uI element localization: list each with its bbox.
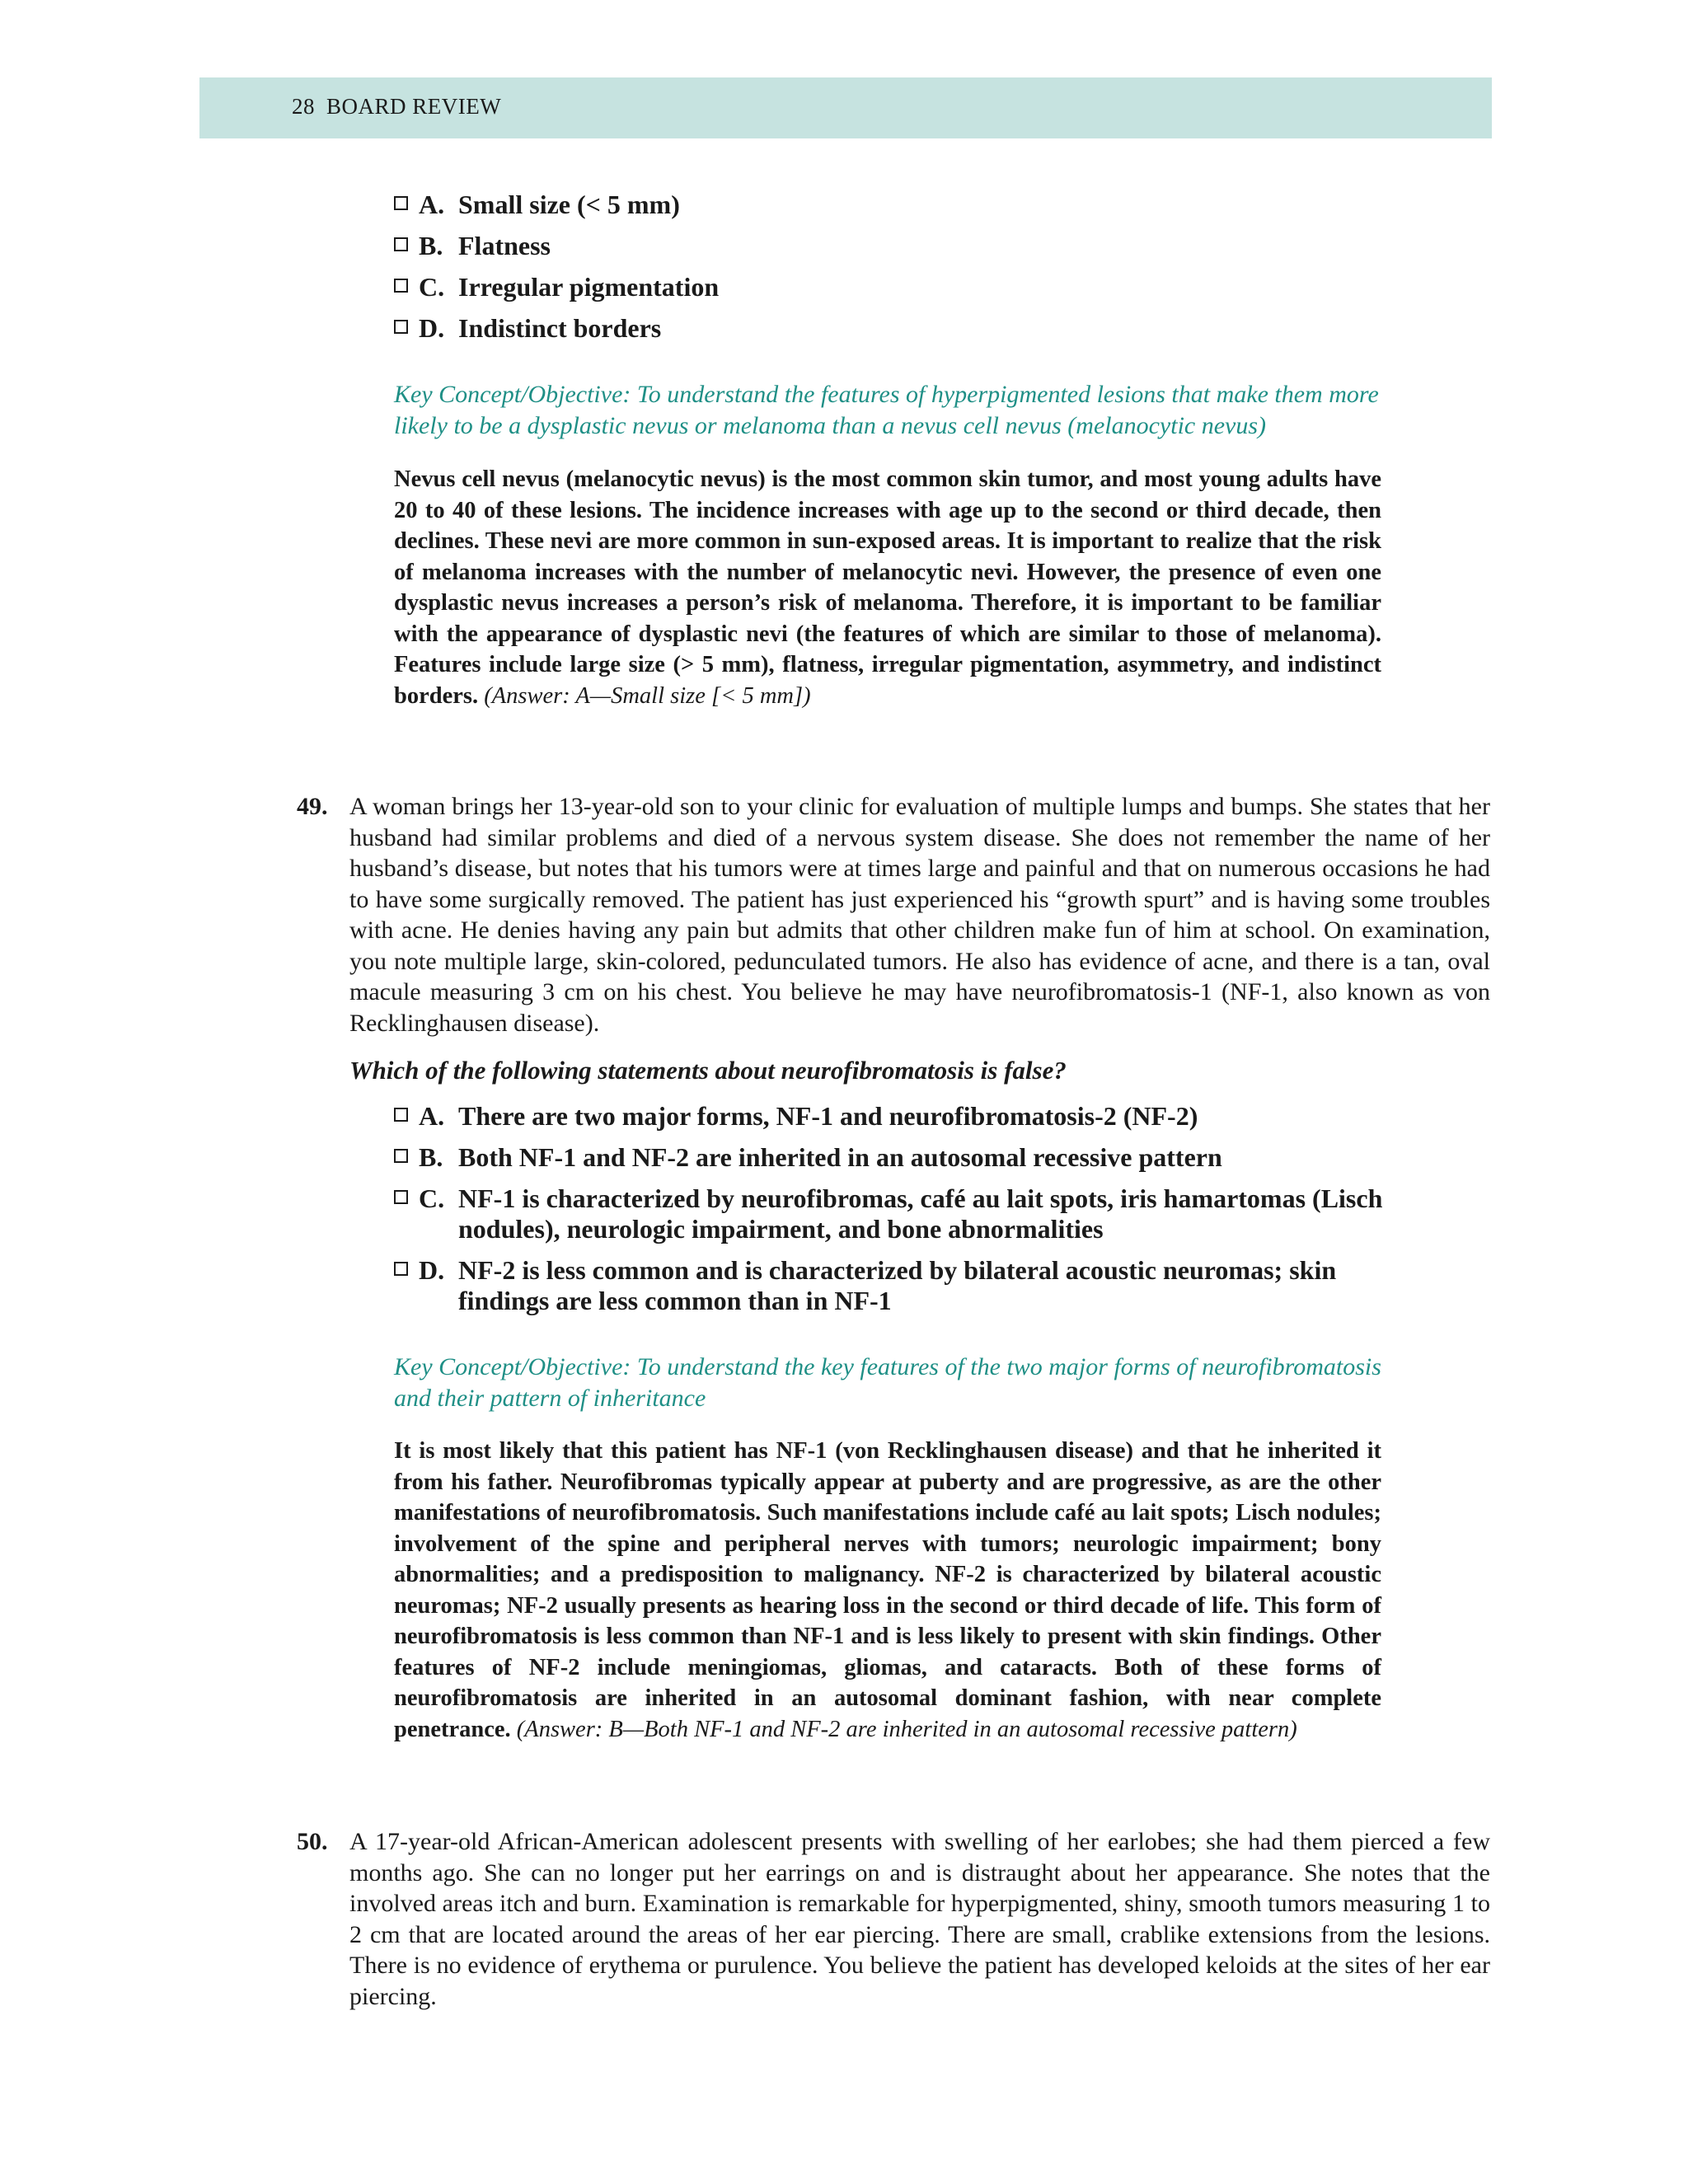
choice-text: Small size (< 5 mm) bbox=[458, 190, 680, 219]
choice-letter: A. bbox=[419, 1101, 445, 1131]
checkbox-icon[interactable] bbox=[394, 196, 408, 210]
q48-choice-c[interactable] bbox=[394, 272, 1381, 302]
choice-letter: C. bbox=[419, 272, 445, 302]
q48-choice-d[interactable] bbox=[394, 313, 1381, 344]
q49-choice-c[interactable] bbox=[394, 1183, 1390, 1244]
choice-letter: D. bbox=[419, 313, 445, 343]
choice-letter: A. bbox=[419, 190, 445, 219]
page-number: 28 bbox=[292, 94, 315, 119]
choice-text: NF-2 is less common and is characterized by bilateral acoustic neuromas; skin findings are less common than in NF-1 bbox=[458, 1255, 1337, 1315]
q48-answer: (Answer: A—Small size [< 5 mm]) bbox=[484, 682, 811, 709]
q49-answer: (Answer: B—Both NF-1 and NF-2 are inherited in an autosomal recessive pattern) bbox=[516, 1716, 1297, 1742]
choice-letter: C. bbox=[419, 1183, 445, 1213]
choice-letter: B. bbox=[419, 231, 443, 260]
choice-text: Both NF-1 and NF-2 are inherited in an autosomal recessive pattern bbox=[458, 1142, 1222, 1172]
q48-key-concept: Key Concept/Objective: To understand the features of hyperpigmented lesions that make them more likely to be a dysplastic nevus or melanoma than a nevus cell nevus (melanocytic nevus) bbox=[394, 381, 1379, 439]
checkbox-icon[interactable] bbox=[394, 320, 408, 334]
running-header bbox=[199, 77, 1492, 138]
checkbox-icon[interactable] bbox=[394, 1149, 408, 1163]
choice-letter: B. bbox=[419, 1142, 443, 1172]
q48-choice-a[interactable] bbox=[394, 190, 1381, 220]
q49-choice-a[interactable] bbox=[394, 1101, 1381, 1132]
q49-key-concept: Key Concept/Objective: To understand the key features of the two major forms of neurofibromatosis and their pattern of inheritance bbox=[394, 1353, 1381, 1412]
header-text bbox=[292, 94, 501, 120]
q49-choice-b[interactable] bbox=[394, 1142, 1381, 1173]
choice-text: There are two major forms, NF-1 and neurofibromatosis-2 (NF-2) bbox=[458, 1101, 1198, 1131]
question-text: A 17-year-old African-American adolescent presents with swelling of her earlobes; she had them pierced a few months ago. She can no longer put her earrings on and is distraught about her appearance. She notes that the involved areas itch and burn. Examination is remarkable for hyperpigmented, shiny, smooth tumors measuring 1 to 2 cm that are located around the areas of her ear piercing. There are small, crablike extensions from the lesions. There is no evidence of erythema or purulence. You believe the patient has developed keloids at the sites of her ear piercing. bbox=[349, 1828, 1490, 2010]
choice-text: Indistinct borders bbox=[458, 313, 662, 343]
q49-vignette bbox=[297, 791, 1490, 1038]
checkbox-icon[interactable] bbox=[394, 1108, 408, 1122]
choice-text: NF-1 is characterized by neurofibromas, café au lait spots, iris hamartomas (Lisch nodules), neurologic impairment, and bone abnormalities bbox=[458, 1183, 1383, 1244]
question-number: 50. bbox=[297, 1828, 328, 1855]
choice-letter: D. bbox=[419, 1255, 445, 1285]
q49-choice-d[interactable] bbox=[394, 1255, 1390, 1316]
question-number: 49. bbox=[297, 793, 328, 820]
question-text: A woman brings her 13-year-old son to your clinic for evaluation of multiple lumps and bumps. She states that her husband had similar problems and died of a nervous system disease. She does not remember the name of her husband’s disease, but notes that his tumors were at times large and painful and that on numerous occasions he had to have some surgically removed. The patient has just experienced his “growth spurt” and is having some troubles with acne. He denies having any pain but admits that other children make fun of him at school. On examination, you note multiple large, skin-colored, pedunculated tumors. He also has evidence of acne, and there is a tan, oval macule measuring 3 cm on his chest. You believe he may have neurofibromatosis-1 (NF-1, also known as von Recklinghausen disease). bbox=[349, 793, 1490, 1037]
checkbox-icon[interactable] bbox=[394, 1262, 408, 1276]
choice-text: Flatness bbox=[458, 231, 551, 260]
running-title: BOARD REVIEW bbox=[326, 94, 502, 119]
q49-choice-list bbox=[394, 1101, 1383, 1327]
q48-choice-b[interactable] bbox=[394, 231, 1381, 261]
q49-explanation-text: It is most likely that this patient has NF-1 (von Recklinghausen disease) and that he inherited it from his father. Neurofibromas typically appear at puberty and are progressive, as are the other manifestations of neurofibromatosis. Such manifestations include café au lait spots; Lisch nodules; involvement of the spine and peripheral nerves with tumors; neurologic impairment; bony abnormalities; and a predisposition to malignancy. NF-2 is characterized by bilateral acoustic neuromas; NF-2 usually presents as hearing loss in the second or third decade of life. This form of neurofibromatosis is less common than NF-1 and is less likely to present with skin findings. Other features of NF-2 include meningiomas, gliomas, and cataracts. Both of these forms of neurofibromatosis are inherited in an autosomal dominant fashion, with near complete penetrance. bbox=[394, 1438, 1381, 1742]
q48-explanation bbox=[394, 464, 1381, 711]
checkbox-icon[interactable] bbox=[394, 1190, 408, 1204]
q48-explanation-text: Nevus cell nevus (melanocytic nevus) is the most common skin tumor, and most young adults have 20 to 40 of these lesions. The incidence increases with age up to the second or third decade, then declines. These nevi are more common in sun-exposed areas. It is important to realize that the risk of melanoma increases with the number of melanocytic nevi. However, the presence of even one dysplastic nevus increases a person’s risk of melanoma. Therefore, it is important to be familiar with the appearance of dysplastic nevi (the features of which are similar to those of melanoma). Features include large size (> 5 mm), flatness, irregular pigmentation, asymmetry, and indistinct borders. bbox=[394, 466, 1381, 709]
checkbox-icon[interactable] bbox=[394, 237, 408, 251]
q50-vignette bbox=[297, 1826, 1490, 2012]
checkbox-icon[interactable] bbox=[394, 279, 408, 293]
q49-stem: Which of the following statements about neurofibromatosis is false? bbox=[349, 1056, 1067, 1085]
q48-choice-list bbox=[394, 190, 1383, 354]
q49-explanation bbox=[394, 1436, 1381, 1745]
choice-text: Irregular pigmentation bbox=[458, 272, 720, 302]
